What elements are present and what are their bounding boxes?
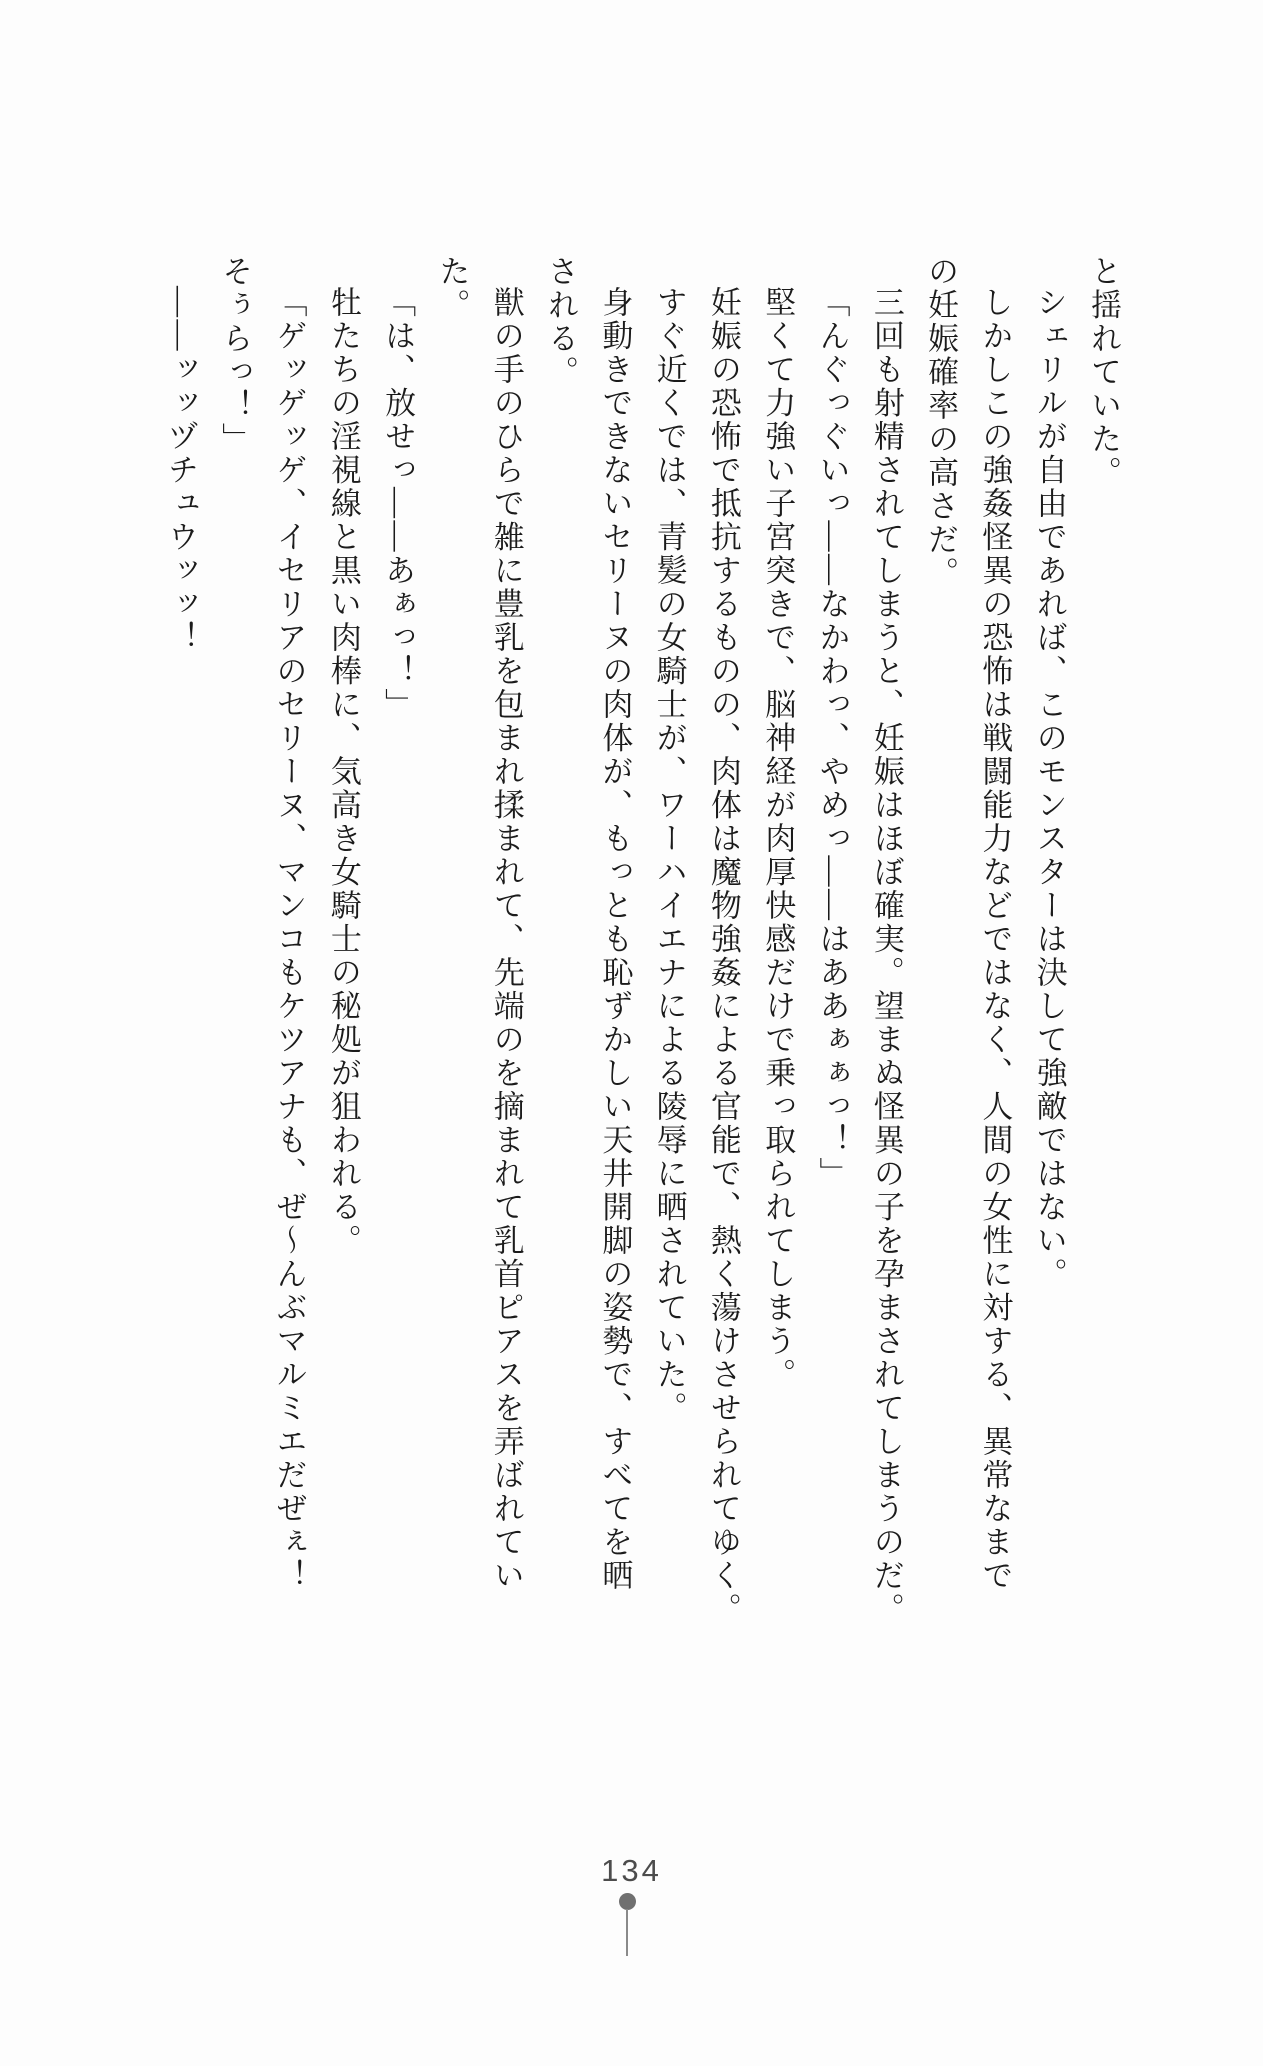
text-line: た。 <box>434 255 470 322</box>
text-line: 牡たちの淫視線と黒い肉棒に、気高き女騎士の秘処が狙われる。 <box>325 286 361 1258</box>
text-line-dialogue: 「んぐっぐいっ――なかわっ、やめっ――はああぁぁっ！」 <box>814 286 850 1191</box>
text-line: と揺れていた。 <box>1086 255 1121 490</box>
text-line-dialogue: 「は、放せっ――あぁっ！」 <box>380 286 416 722</box>
text-line: される。 <box>543 255 579 389</box>
text-line-dialogue: 「ゲッゲッゲ、イセリアのセリーヌ、マンコもケツアナも、ぜ～んぶマルミエだぜぇ！ <box>271 286 307 1593</box>
footer-marker-line <box>626 1909 628 1956</box>
text-line-sound-effect: ――ッッヅチュウッッ！ <box>162 286 198 655</box>
page-number: 134 <box>601 1853 662 1888</box>
text-line: 堅くて力強い子宮突きで、脳神経が肉厚快感だけで乗っ取られてしまう。 <box>760 286 796 1392</box>
page-footer <box>0 1853 1263 2066</box>
text-line: すぐ近くでは、青髪の女騎士が、ワーハイエナによる陵辱に晒されていた。 <box>651 286 687 1425</box>
text-line-dialogue: そぅらっ！」 <box>217 255 253 456</box>
text-line: 三回も射精されてしまうと、妊娠はほぼ確実。望まぬ怪異の子を孕まされてしまうのだ。 <box>868 286 904 1626</box>
footer-marker-dot <box>619 1893 636 1910</box>
text-line: の妊娠確率の高さだ。 <box>923 255 959 590</box>
text-line: しかしこの強姦怪異の恐怖は戦闘能力などではなく、人間の女性に対する、異常なまで <box>977 286 1013 1593</box>
text-line: 獣の手のひらで雑に豊乳を包まれ揉まれて、先端のを摘まれて乳首ピアスを弄ばれてい <box>488 286 524 1593</box>
vertical-text-block <box>152 255 1130 1626</box>
text-line: 妊娠の恐怖で抵抗するものの、肉体は魔物強姦による官能で、熱く蕩けさせられてゆく。 <box>705 286 741 1626</box>
text-line: 身動きできないセリーヌの肉体が、もっとも恥ずかしい天井開脚の姿勢で、すべてを晒 <box>597 286 633 1593</box>
text-line: シェリルが自由であれば、このモンスターは決して強敵ではない。 <box>1031 286 1067 1291</box>
